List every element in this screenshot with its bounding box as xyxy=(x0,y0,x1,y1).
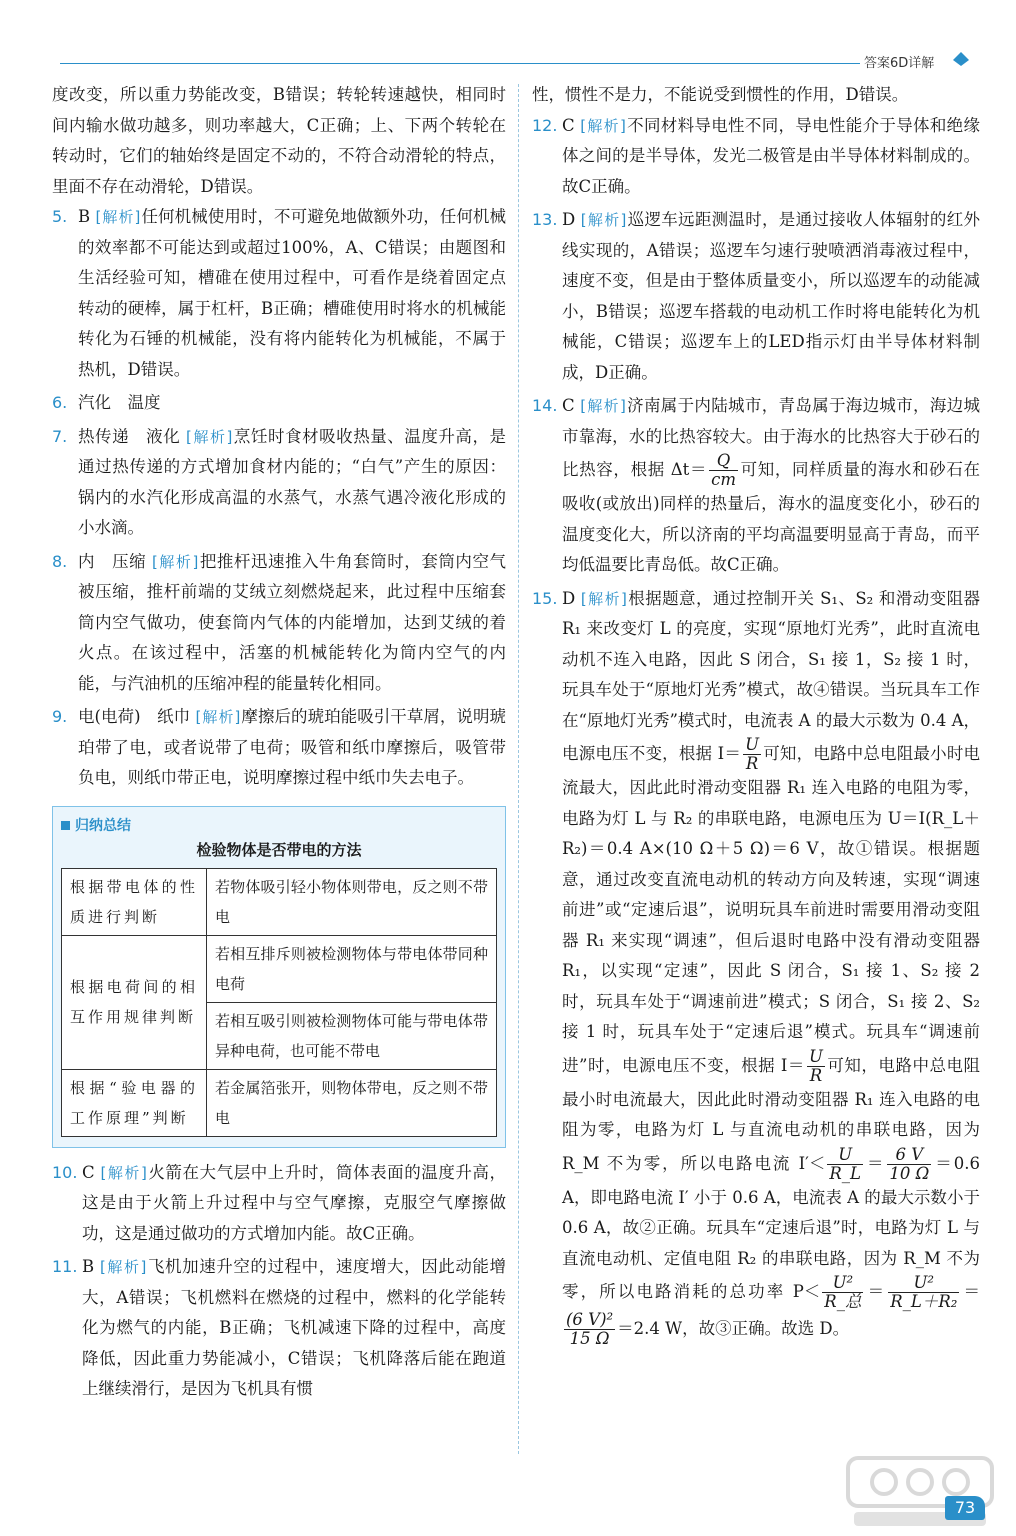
formula-fraction xyxy=(743,736,761,773)
analysis-text: 烹饪时食材吸收热量、温度升高，是通过热传递的方式增加食材内能的；“白气”产生的原因：锅内的水汽化形成高温的水蒸气，水蒸气遇冷液化形成的小水滴。 xyxy=(78,426,507,537)
right-column xyxy=(532,80,980,1351)
table-cell-method: 根据“验电器的工作原理”判断 xyxy=(62,1069,207,1136)
answer-item-7 xyxy=(52,422,506,544)
item-number: 11. xyxy=(52,1257,78,1276)
item-number: 10. xyxy=(52,1162,78,1182)
left-column xyxy=(52,80,506,1408)
fraction-numerator: 6 V xyxy=(887,1146,931,1165)
analysis-tag: [解析] xyxy=(580,589,628,608)
item-number: 15. xyxy=(532,588,558,608)
analysis-tag: [解析] xyxy=(580,116,627,135)
analysis-text: 任何机械使用时，不可避免地做额外功，任何机械的效率都不可能达到或超过100%，A、C错误；由题图和生活经验可知，槽碓在使用过程中，可看作是绕着固定点转动的硬棒，属于杠杆，B正确；槽碓使用时将水的机械能转化为石锤的机械能，没有将内能转化为机械能，不属于热机，D错误。 xyxy=(78,207,507,379)
square-bullet-icon xyxy=(61,821,70,830)
summary-label-text: 归纳总结 xyxy=(75,817,131,834)
column-divider xyxy=(518,84,519,1454)
table-row xyxy=(62,935,497,1002)
answer-head: B xyxy=(82,1257,95,1276)
analysis-text: 根据题意，通过控制开关 S₁、S₂ 和滑动变阻器 R₁ 来改变灯 L 的亮度，实现“原地灯光秀”，此时直流电动机不连入电路，因此 S 闭合，S₁ 接 1，S₂ 接 1 时，玩具车处于“原地灯光秀”模式，故④错误。当玩具车工作在“原地灯光秀”模式时，电流表 A 的最大示数为 0.4 A，电源电压不变，根据 I＝ xyxy=(562,588,980,763)
fraction-denominator: cm xyxy=(711,470,736,489)
analysis-text: 巡逻车远距测温时，是通过接收人体辐射的红外线实现的，A错误；巡逻车匀速行驶喷洒消毒液过程中，速度不变，但是由于整体质量变小，所以巡逻车的动能减小，B错误；巡逻车搭载的电动机工作时将电能转化为机械能，C错误；巡逻车上的LED指示灯由半导体材料制成，D正确。 xyxy=(562,210,981,382)
item-number: 12. xyxy=(532,115,558,135)
answer-head: 热传递 液化 xyxy=(78,426,181,446)
equals-sign: ＝ xyxy=(864,1153,886,1173)
fraction-denominator: 15 Ω xyxy=(569,1329,610,1348)
analysis-tag: [解析] xyxy=(580,397,627,415)
continued-text: 度改变，所以重力势能改变，B错误；转轮转速越快，相同时间内输水做功越多，则功率越大，C正确；上、下两个转轮在转动时，它们的轴始终是固定不动的，不符合动滑轮的特点，里面不存在动滑轮，D错误。 xyxy=(52,85,506,196)
table-cell-criteria: 若金属箔张开，则物体带电，反之则不带电 xyxy=(207,1069,497,1136)
analysis-tag: [解析] xyxy=(580,211,628,229)
table-row xyxy=(62,1069,497,1136)
answer-head: C xyxy=(82,1162,95,1182)
answer-head: 内 压缩 xyxy=(78,551,147,571)
answer-item-9 xyxy=(52,702,506,794)
formula-fraction xyxy=(807,1048,825,1085)
answer-head: 汽化 温度 xyxy=(78,393,161,412)
formula-fraction xyxy=(887,1146,931,1183)
table-cell-criteria: 若相互排斥则被检测物体与带电体带同种电荷 xyxy=(207,935,497,1002)
analysis-text: 飞机加速升空的过程中，速度增大，因此动能增大，A错误；飞机燃料在燃烧的过程中，燃料的化学能转化为燃气的内能，B正确；飞机减速下降的过程中，高度降低，因此重力势能减小，C错误；飞机降落后能在跑道上继续滑行，是因为飞机具有惯 xyxy=(82,1257,506,1398)
analysis-text: 可知，同样质量的海水和砂石在吸收(或放出)同样的热量后，海水的温度变化小，砂石的温度变化大，所以济南的平均高温要明显高于青岛，而平均低温要比青岛低。故C正确。 xyxy=(562,460,981,574)
answer-item-15 xyxy=(532,584,980,1349)
table-cell-criteria: 若相互吸引则被检测物体可能与带电体带异种电荷，也可能不带电 xyxy=(207,1002,497,1069)
analysis-text: 摩擦后的琥珀能吸引干草屑，说明琥珀带了电，或者说带了电荷；吸管和纸巾摩擦后，吸管带负电，则纸巾带正电，说明摩擦过程中纸巾失去电子。 xyxy=(78,707,507,787)
watermark-logo xyxy=(844,1454,996,1532)
answer-item-10 xyxy=(52,1158,506,1250)
item-number: 13. xyxy=(532,210,558,229)
table-cell-method: 根据电荷间的相互作用规律判断 xyxy=(62,935,207,1069)
formula-fraction xyxy=(888,1274,959,1311)
analysis-tag: [解析] xyxy=(151,552,200,571)
fraction-numerator: U² xyxy=(888,1274,959,1293)
analysis-tag: [解析] xyxy=(195,708,242,726)
summary-box xyxy=(52,806,506,1148)
analysis-text: 火箭在大气层中上升时，筒体表面的温度升高，这是由于火箭上升过程中与空气摩擦，克服空气摩擦做功，这是通过做功的方式增加内能。故C正确。 xyxy=(82,1162,506,1243)
analysis-tag: [解析] xyxy=(186,427,234,446)
table-cell-method: 根据带电体的性质进行判断 xyxy=(62,868,207,935)
analysis-text: 济南属于内陆城市，青岛属于海边城市，海边城市靠海，水的比热容较大。由于海水的比热容大于砂石的比热容，根据 Δt＝ xyxy=(562,396,980,479)
answer-item-12 xyxy=(532,111,980,203)
answer-item-5 xyxy=(52,202,506,385)
analysis-tag: [解析] xyxy=(100,1163,148,1182)
analysis-text: 不同材料导电性不同，导电性能介于导体和绝缘体之间的是半导体，发光二极管是由半导体材料制成的。故C正确。 xyxy=(562,115,980,196)
item-number: 5. xyxy=(52,207,68,226)
analysis-tag: [解析] xyxy=(99,1258,148,1276)
fraction-denominator: 10 Ω xyxy=(889,1163,930,1183)
header-rule xyxy=(60,63,860,64)
item-number: 14. xyxy=(532,396,558,415)
formula-fraction xyxy=(822,1274,863,1311)
fraction-numerator: (6 V)² xyxy=(566,1310,614,1329)
fraction-numerator: U xyxy=(745,735,759,754)
item-number: 8. xyxy=(52,551,68,571)
summary-table xyxy=(61,868,497,1137)
analysis-tag: [解析] xyxy=(95,208,142,226)
answer-item-14 xyxy=(532,391,980,581)
analysis-text: ＝0.6 A，即电路电流 I′ 小于 0.6 A，电流表 A 的最大示数小于 0.6 A，故②正确。玩具车“定速后退”时，电路为灯 L 与直流电动机、定值电阻 R₂ 的串联电路，因为 R_M 不为零，所以电路消耗的总功率 P＜ xyxy=(562,1153,980,1301)
header-badge-icon xyxy=(951,50,971,68)
fraction-numerator: U xyxy=(808,1046,823,1066)
answer-item-11 xyxy=(52,1252,506,1405)
fraction-numerator: U xyxy=(827,1146,863,1165)
table-cell-criteria: 若物体吸引轻小物体则带电，反之则不带电 xyxy=(207,868,497,935)
fraction-denominator: R xyxy=(745,754,759,773)
header-label: 答案6D详解 xyxy=(864,56,935,71)
answer-head: 电(电荷) 纸巾 xyxy=(78,707,191,726)
page-number: 73 xyxy=(945,1496,985,1520)
fraction-denominator: R_L＋R₂ xyxy=(890,1292,958,1311)
item-number: 6. xyxy=(52,393,68,412)
equals-sign: ＝ xyxy=(865,1282,887,1301)
summary-label xyxy=(61,815,497,835)
table-row xyxy=(62,868,497,935)
analysis-text: 可知，电路中总电阻最小时电流最大，因此此时滑动变阻器 R₁ 连入电路的电阻为零，电路为灯 L 与 R₂ 的串联电路，电源电压为 U＝I(R_L＋R₂)＝0.4 A×(10 Ω＋5 Ω)＝6 V，故①错误。根据题意，通过改变直流电动机的转动方向及转速，实现“调速前进”或“定速后退”，说明玩具车前进时需要用滑动变阻器 R₁ 来实现“调速”，但后退时电路中没有滑动变阻器 R₁，以实现“定速”，因此 S 闭合，S₁ 接 1、S₂ 接 2 时，玩具车处于“调速前进”模式；S 闭合，S₁ 接 2、S₂ 接 1 时，玩具车处于“定速后退”模式。玩具车“调速前进”时，电源电压不变，根据 I＝ xyxy=(562,744,981,1075)
analysis-text: 把推杆迅速推入牛角套筒时，套筒内空气被压缩，推杆前端的艾绒立刻燃烧起来，此过程中压缩套筒内空气做功，使套筒内气体的内能增加，达到艾绒的着火点。在该过程中，活塞的机械能转化为筒内空气的内能，与汽油机的压缩冲程的能量转化相同。 xyxy=(78,551,507,693)
fraction-numerator: Q xyxy=(709,452,738,471)
formula-fraction xyxy=(564,1311,615,1348)
summary-title: 检验物体是否带电的方法 xyxy=(196,840,362,859)
fraction-numerator: U² xyxy=(822,1274,863,1293)
analysis-text: ＝2.4 W，故③正确。故选 D。 xyxy=(617,1319,850,1338)
fraction-denominator: R_L xyxy=(829,1163,861,1183)
answer-head: C xyxy=(562,396,575,415)
fraction-denominator: R_总 xyxy=(824,1292,862,1311)
answer-head: B xyxy=(78,207,91,226)
answer-item-8 xyxy=(52,547,506,700)
item-number: 9. xyxy=(52,707,68,726)
formula-fraction xyxy=(709,452,738,489)
fraction-denominator: R xyxy=(809,1065,823,1085)
equals-sign: ＝ xyxy=(961,1282,981,1301)
formula-fraction xyxy=(827,1146,863,1183)
analysis-text: 可知，电路中总电阻最小时电流最大，因此此时滑动变阻器 R₁ 连入电路的电阻为零，电路为灯 L 与直流电动机的串联电路，因为 R_M 不为零，所以电路电流 I′＜ xyxy=(562,1055,980,1173)
item-number: 7. xyxy=(52,426,68,446)
answer-head: D xyxy=(562,210,576,229)
answer-head: C xyxy=(562,115,575,135)
answer-item-13 xyxy=(532,205,980,388)
answer-item-6 xyxy=(52,388,506,419)
answer-head: D xyxy=(562,588,576,608)
continued-text: 性，惯性不是力，不能说受到惯性的作用，D错误。 xyxy=(532,85,909,104)
